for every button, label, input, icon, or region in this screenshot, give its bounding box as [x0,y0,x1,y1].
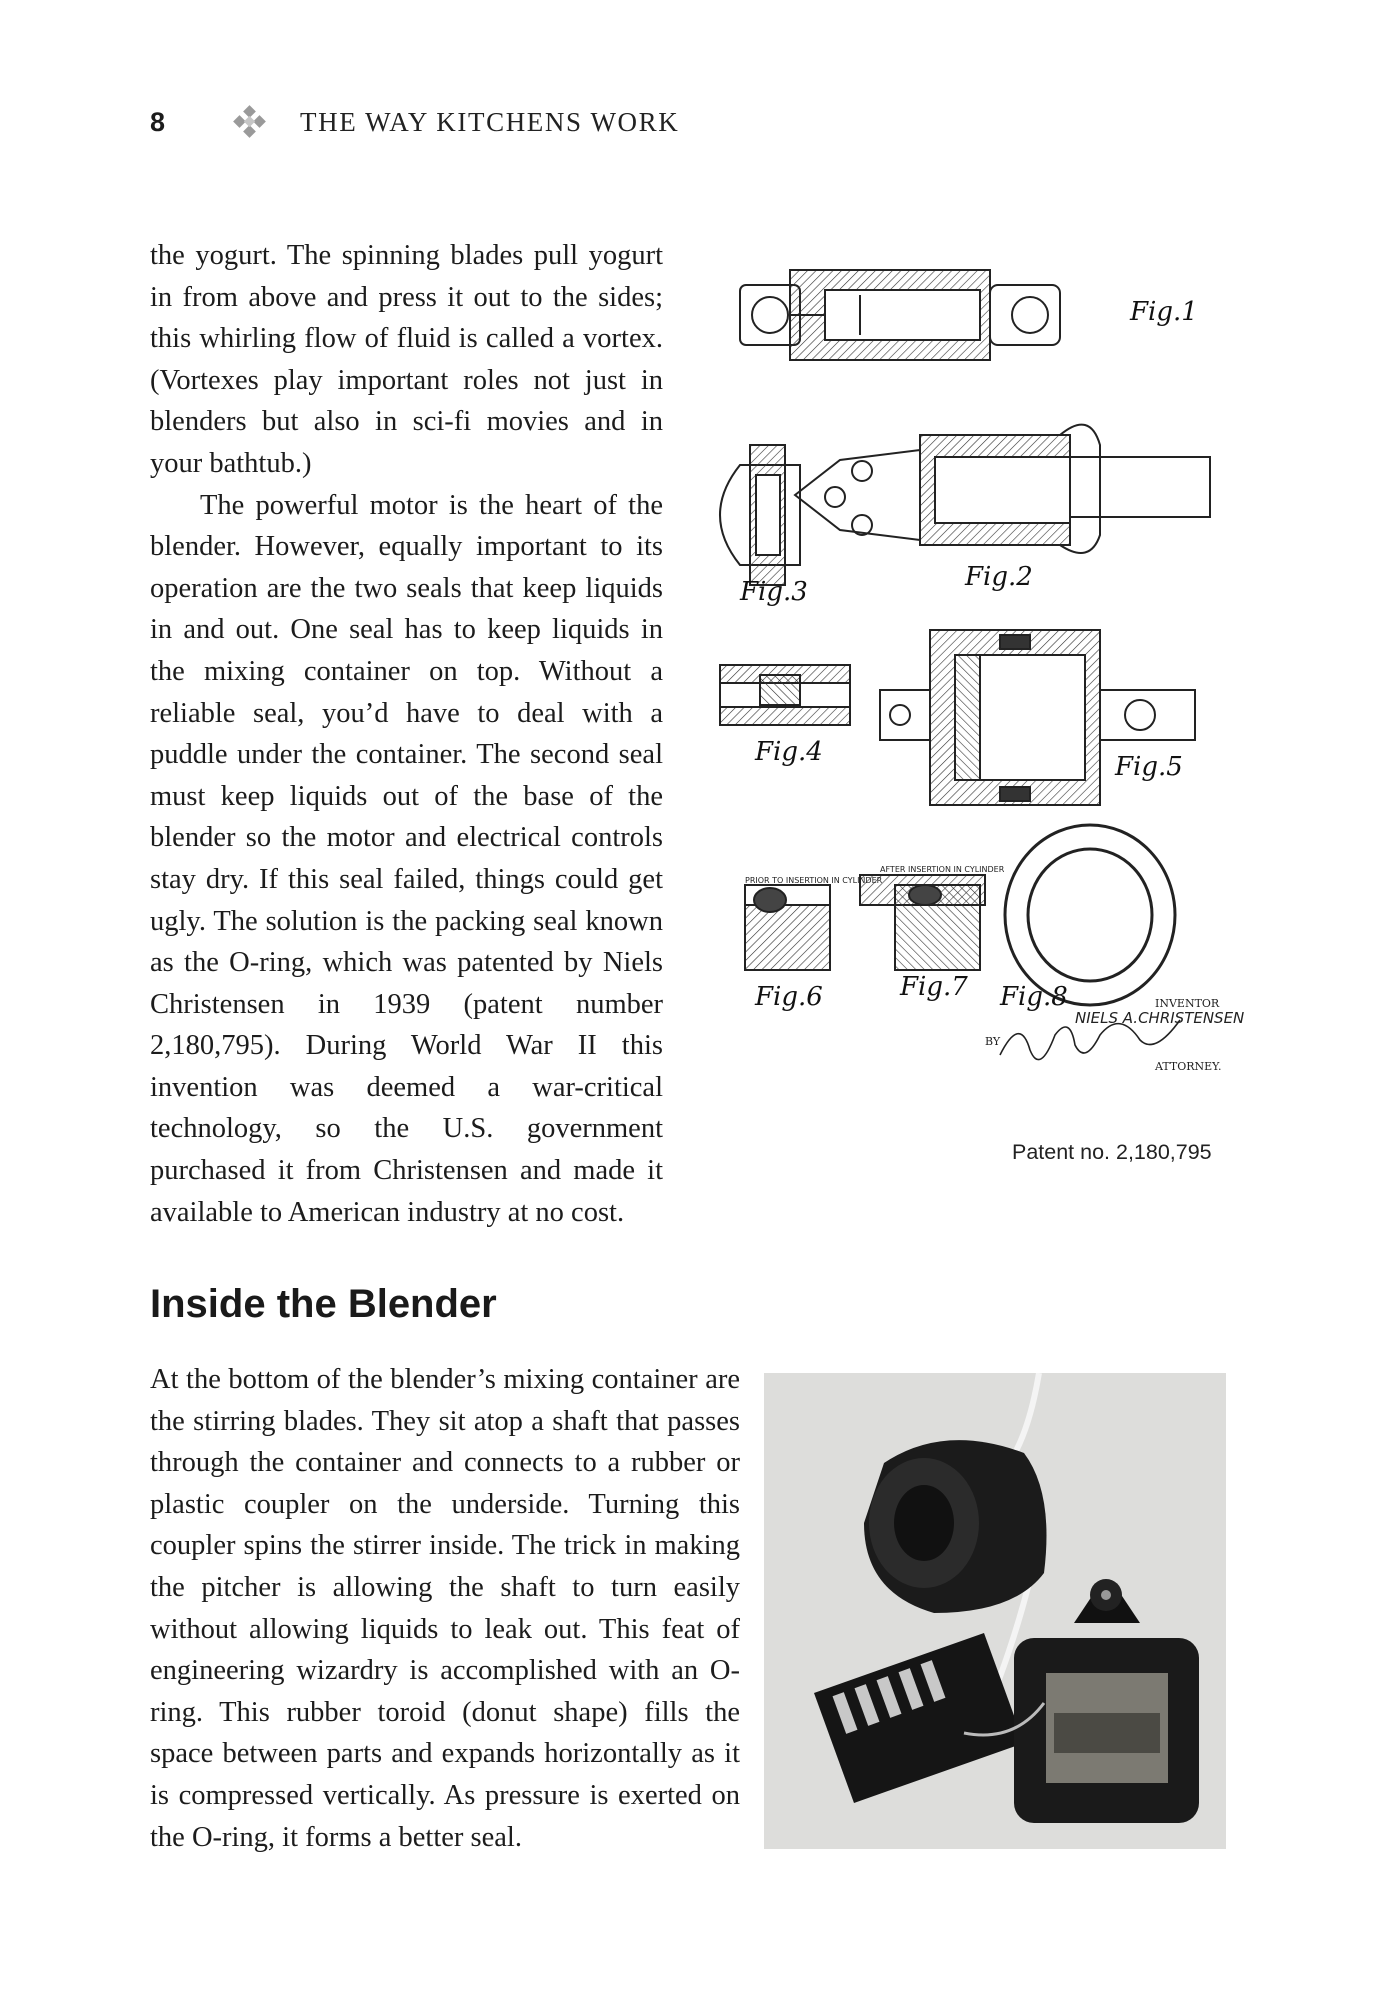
attorney-label: ATTORNEY. [1155,1060,1222,1073]
inventor-label: INVENTOR [1155,997,1220,1010]
fig-label: Fig.7 [900,972,968,1002]
fig-label: Fig.5 [1115,752,1183,782]
fig4-drawing [720,665,850,725]
diamond-cluster-ornament-icon [232,104,268,140]
fig-label: Fig.3 [740,577,808,607]
motor-housing [864,1440,1047,1613]
body-text-column [150,235,663,1233]
figure-caption: Patent no. 2,180,795 [1012,1140,1212,1164]
fig-label: Fig.6 [755,982,823,1012]
blender-motor-photo [764,1373,1226,1849]
fig2-drawing [795,425,1210,553]
fig-label: Fig.8 [1000,982,1068,1012]
page-number: 8 [150,106,166,137]
fig-label: Fig.4 [755,737,823,767]
inventor-name: NIELS A.CHRISTENSEN [1075,1009,1245,1027]
fig6-drawing [745,885,830,970]
section-heading: Inside the Blender [150,1282,497,1326]
fig3-drawing [720,445,800,585]
patent-drawing [690,235,1260,1085]
section-body-text [150,1359,740,1858]
running-title: THE WAY KITCHENS WORK [300,106,680,137]
fig1-drawing [740,270,1060,360]
after-insertion-note: AFTER INSERTION IN CYLINDER [880,865,1005,874]
paragraph: The powerful motor is the heart of the blender. However, equally important to its operation are the two seals that keep liquids in and out. One seal has to keep liquids in the mixing container on top. Without a reliable seal, you’d have to deal with a puddle under the container. The second seal must keep liquids out of the base of the blender so the motor and electrical controls stay dry. If this seal failed, things could get ugly. The solution is the packing seal known as the O-ring, which was patented by Niels Christensen in 1939 (patent number 2,180,795). During World War II this invention was deemed a war-critical technology, so the U.S. government purchased it from Christensen and made it available to American industry at no cost. [150,489,663,1228]
fig7-drawing [860,875,985,970]
running-head [150,104,679,140]
paragraph: the yogurt. The spinning blades pull yogurt in from above and press it out to the sides; this whirling flow of fluid is called a vortex. (Vortexes play important roles not just in blenders but also in sci-fi movies and in your bathtub.) [150,240,663,479]
fig8-drawing [1005,825,1175,1005]
fig-label: Fig.2 [965,562,1033,592]
fig-label: Fig.1 [1130,297,1198,327]
paragraph: At the bottom of the blender’s mixing container are the stirring blades. They sit atop a shaft that passes through the container and connects to a rubber or plastic coupler on the underside. Turning this coupler spins the stirrer inside. The trick in making the pitcher is allowing the shaft to turn easily without allowing liquids to leak out. This feat of engineering wizardry is accomplished with an O-ring. This rubber toroid (donut shape) fills the space between parts and expands horizontally as it is compressed vertically. As pressure is exerted on the O-ring, it forms a better seal. [150,1364,740,1853]
by-label: BY [985,1035,1001,1048]
prior-insertion-note: PRIOR TO INSERTION IN CYLINDER [745,876,883,885]
